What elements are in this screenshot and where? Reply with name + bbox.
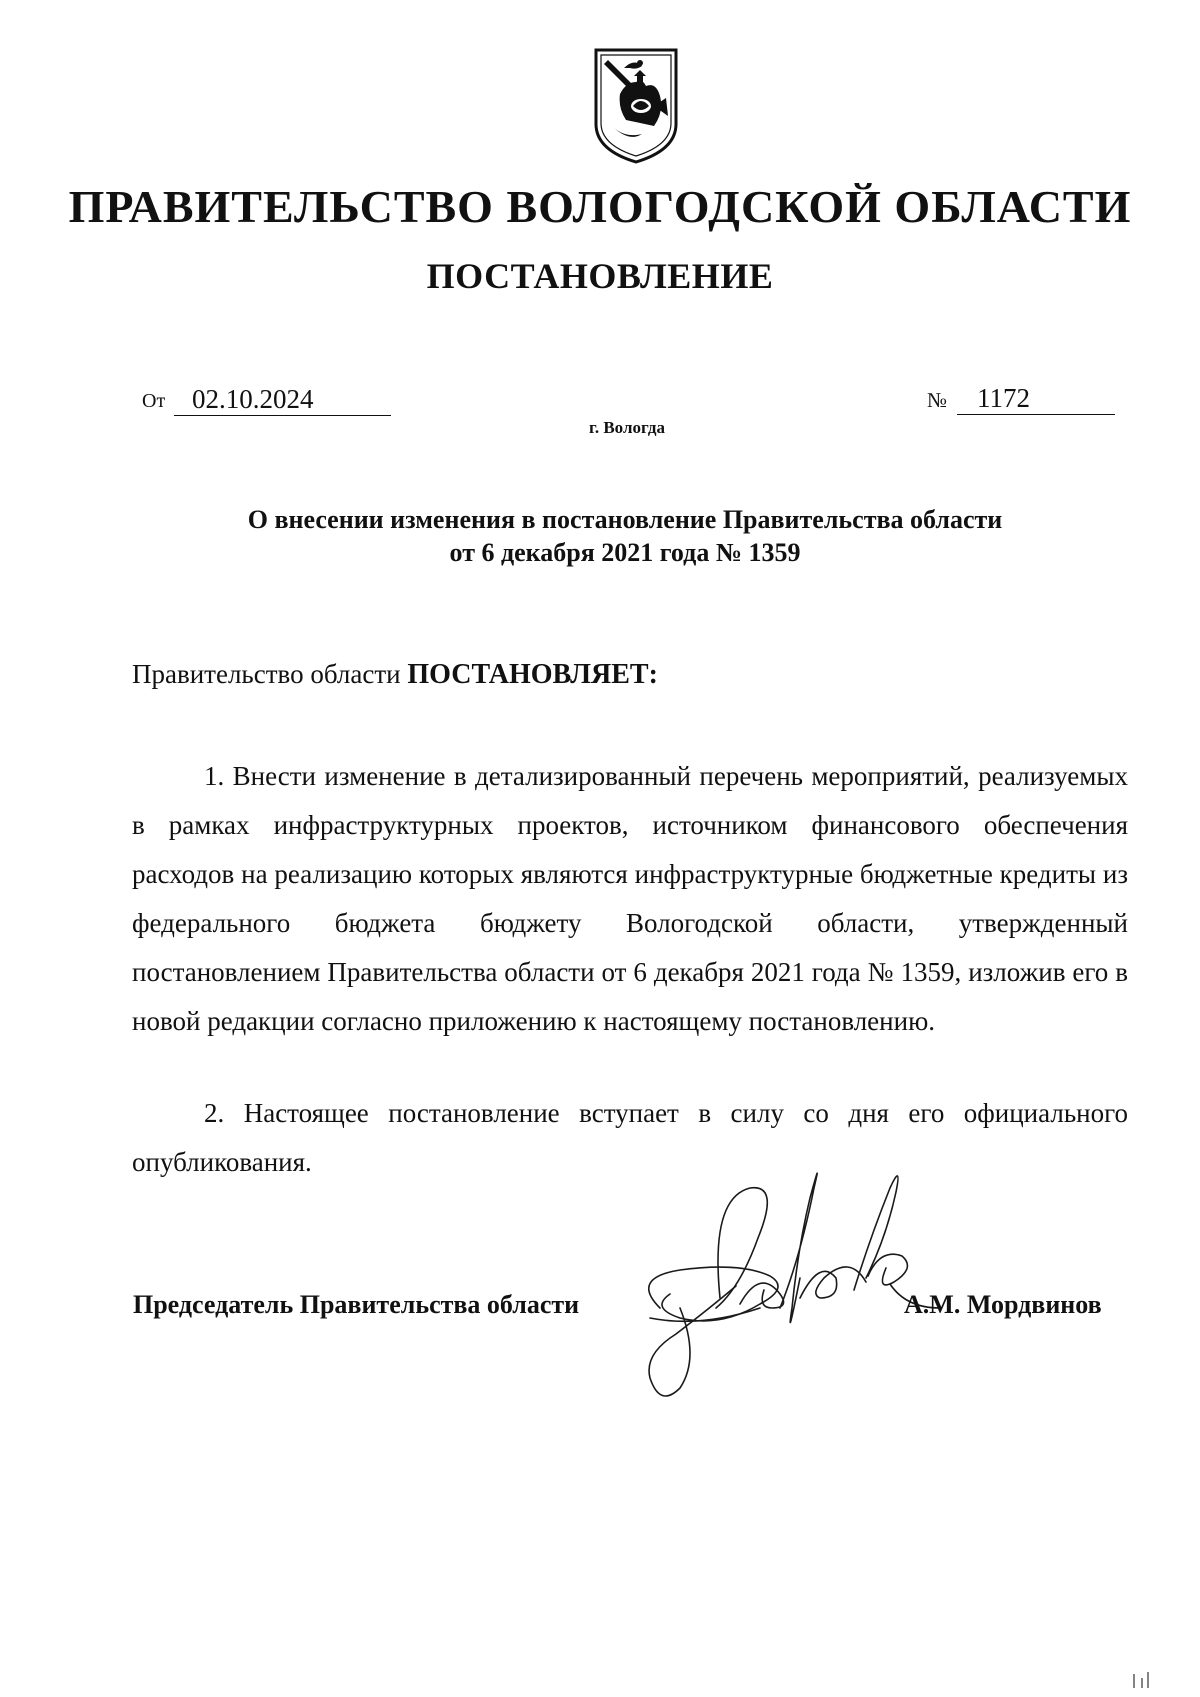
- preamble: [132, 659, 658, 691]
- subject-line-1: О внесении изменения в постановление Правительства области: [247, 505, 1003, 534]
- authority-title: ПРАВИТЕЛЬСТВО ВОЛОГОДСКОЙ ОБЛАСТИ: [68, 181, 1132, 232]
- coat-of-arms-emblem: [590, 46, 682, 166]
- document-number: 1172: [957, 382, 1115, 415]
- number-prefix: №: [927, 388, 948, 412]
- document-subject: [100, 503, 1150, 569]
- item-1-text: 1. Внести изменение в детализированный перечень мероприятий, реализуемых в рамках инфраструктурных проектов, источником финансового обеспечения расходов на реализацию которых являются инфраструктурные бюджетные кредиты из федерального бюджета бюджету Вологодской области, утвержденный постановлением Правительства области от 6 декабря 2021 года № 1359, изложив его в новой редакции согласно приложению к настоящему постановлению.: [132, 761, 1128, 1036]
- subject-line-2: от 6 декабря 2021 года № 1359: [449, 538, 801, 567]
- item-2: [132, 1089, 1128, 1187]
- handwritten-signature: [640, 1158, 970, 1398]
- item-2-text: 2. Настоящее постановление вступает в силу со дня его официального опубликования.: [132, 1098, 1128, 1177]
- document-type: ПОСТАНОВЛЕНИЕ: [426, 256, 774, 296]
- preamble-lead: Правительство области: [132, 659, 401, 689]
- signer-title: Председатель Правительства области: [133, 1290, 580, 1319]
- document-date: 02.10.2024: [174, 383, 391, 416]
- city-name: г. Вологда: [589, 418, 665, 437]
- date-prefix: От: [142, 390, 166, 412]
- preamble-verb: ПОСТАНОВЛЯЕТ:: [407, 659, 658, 690]
- scan-artifact-mark: [1130, 1670, 1160, 1690]
- signer-name: А.М. Мордвинов: [904, 1290, 1102, 1319]
- item-1: [132, 752, 1128, 1046]
